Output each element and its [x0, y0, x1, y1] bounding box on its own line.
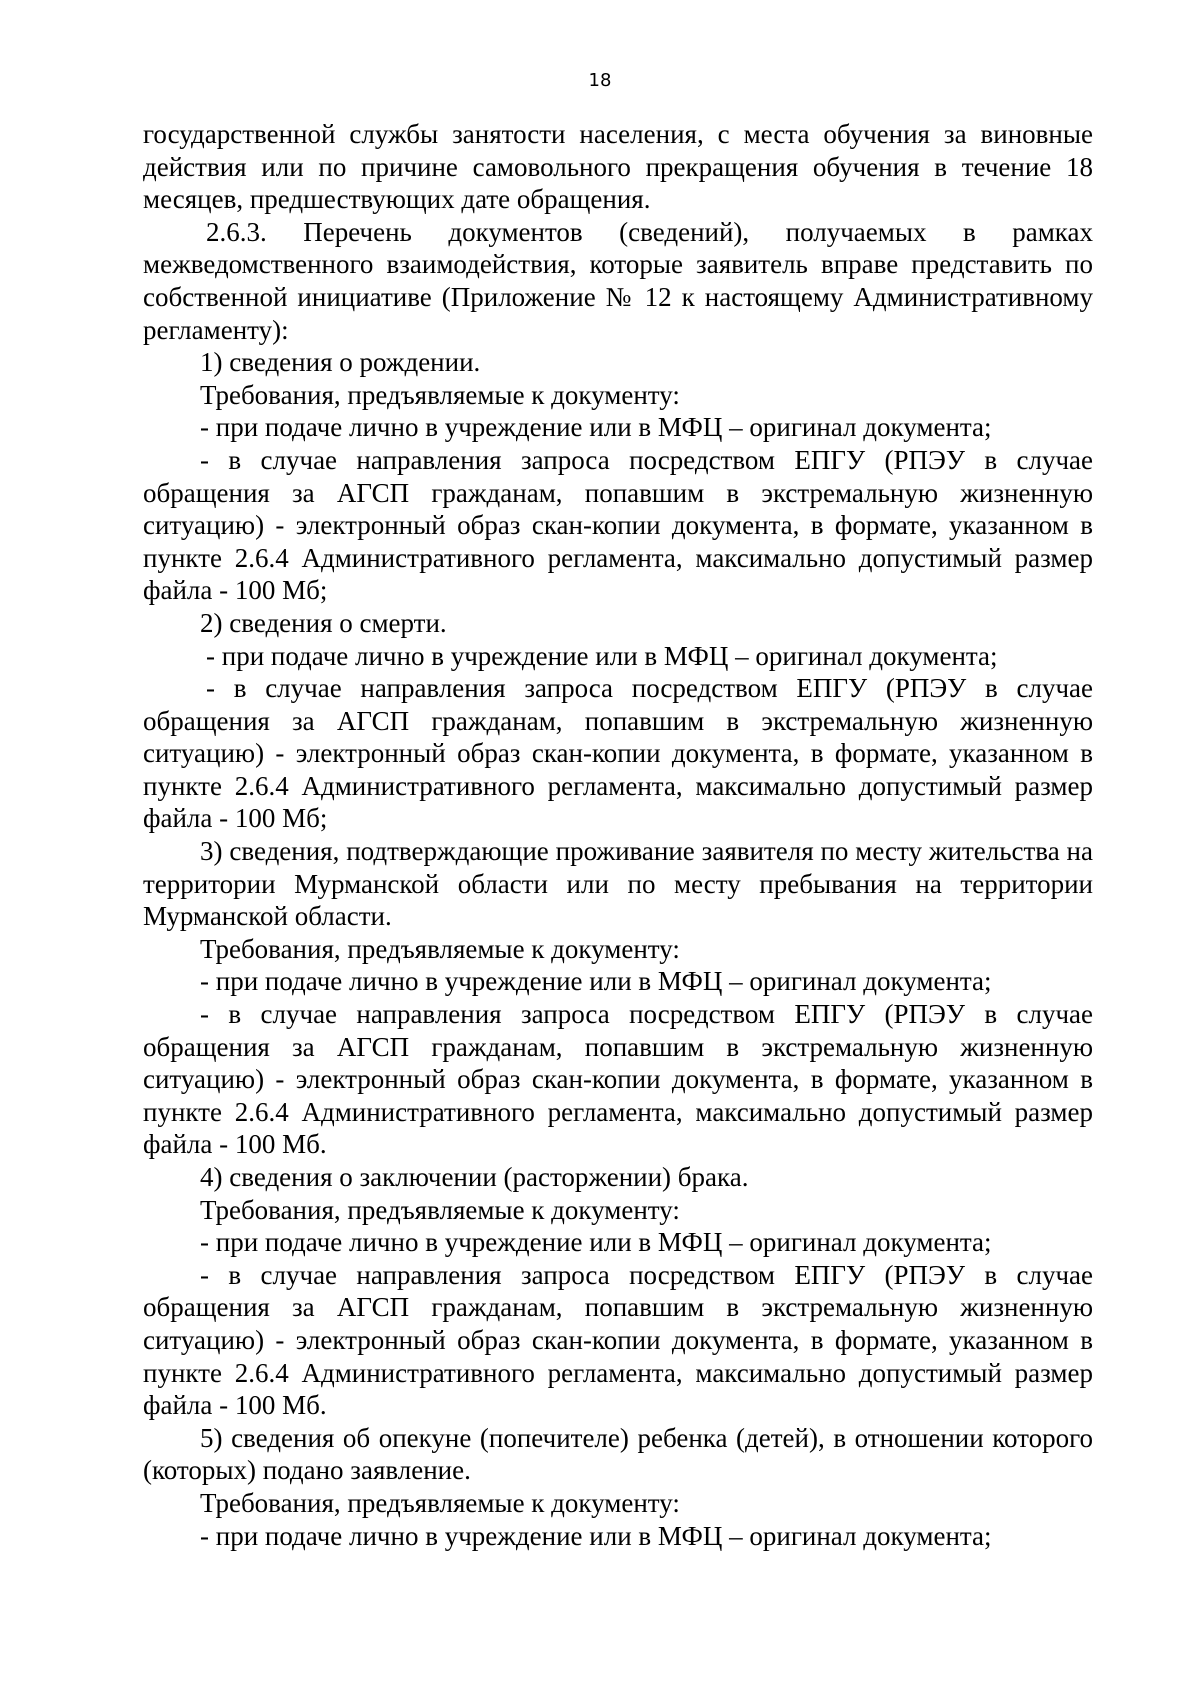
list-item-2: 2) сведения о смерти. [200, 607, 447, 638]
requirement-epgu: - в случае направления запроса посредством ЕПГУ (РПЭУ в случае обращения за АГСП гражданам, попавшим в экстремальную жизненную ситуацию) - электронный образ скан-копии документа, в формате, указанном в пункте 2.6.4 Административного регламента, максимально допустимый размер файла - 100 Мб. [143, 999, 1093, 1160]
list-item-3: 3) сведения, подтверждающие проживание заявителя по месту жительства на территории Мурманской области или по месту пребывания на территории Мурманской области. [143, 836, 1093, 932]
document-body [143, 118, 1093, 1552]
paragraph-2-6-3: 2.6.3. Перечень документов (сведений), получаемых в рамках межведомственного взаимодействия, которые заявитель вправе представить по собственной инициативе (Приложение № 12 к настоящему Административному регламенту): [143, 216, 1093, 345]
requirement-in-person: - при подаче лично в учреждение или в МФЦ – оригинал документа; [206, 640, 998, 671]
requirement-epgu: - в случае направления запроса посредством ЕПГУ (РПЭУ в случае обращения за АГСП гражданам, попавшим в экстремальную жизненную ситуацию) - электронный образ скан-копии документа, в формате, указанном в пункте 2.6.4 Административного регламента, максимально допустимый размер файла - 100 Мб; [143, 673, 1093, 834]
requirement-in-person: - при подаче лично в учреждение или в МФЦ – оригинал документа; [200, 1520, 992, 1551]
list-item-5: 5) сведения об опекуне (попечителе) ребенка (детей), в отношении которого (которых) подано заявление. [143, 1422, 1093, 1486]
requirement-epgu: - в случае направления запроса посредством ЕПГУ (РПЭУ в случае обращения за АГСП гражданам, попавшим в экстремальную жизненную ситуацию) - электронный образ скан-копии документа, в формате, указанном в пункте 2.6.4 Административного регламента, максимально допустимый размер файла - 100 Мб; [143, 444, 1093, 606]
requirements-heading: Требования, предъявляемые к документу: [200, 933, 680, 964]
list-item-1: 1) сведения о рождении. [200, 347, 481, 378]
requirements-heading: Требования, предъявляемые к документу: [200, 1487, 680, 1518]
requirement-in-person: - при подаче лично в учреждение или в МФЦ – оригинал документа; [200, 1227, 992, 1258]
requirement-epgu: - в случае направления запроса посредством ЕПГУ (РПЭУ в случае обращения за АГСП гражданам, попавшим в экстремальную жизненную ситуацию) - электронный образ скан-копии документа, в формате, указанном в пункте 2.6.4 Административного регламента, максимально допустимый размер файла - 100 Мб. [143, 1259, 1093, 1421]
requirement-in-person: - при подаче лично в учреждение или в МФЦ – оригинал документа; [200, 412, 992, 443]
requirements-heading: Требования, предъявляемые к документу: [200, 1194, 680, 1225]
paragraph-continuation: государственной службы занятости населения, с места обучения за виновные действия или по причине самовольного прекращения обучения в течение 18 месяцев, предшествующих дате обращения. [143, 119, 1093, 215]
requirements-heading: Требования, предъявляемые к документу: [200, 379, 680, 410]
requirement-in-person: - при подаче лично в учреждение или в МФЦ – оригинал документа; [200, 966, 992, 997]
list-item-4: 4) сведения о заключении (расторжении) брака. [200, 1162, 749, 1192]
page-number: 18 [588, 70, 612, 91]
